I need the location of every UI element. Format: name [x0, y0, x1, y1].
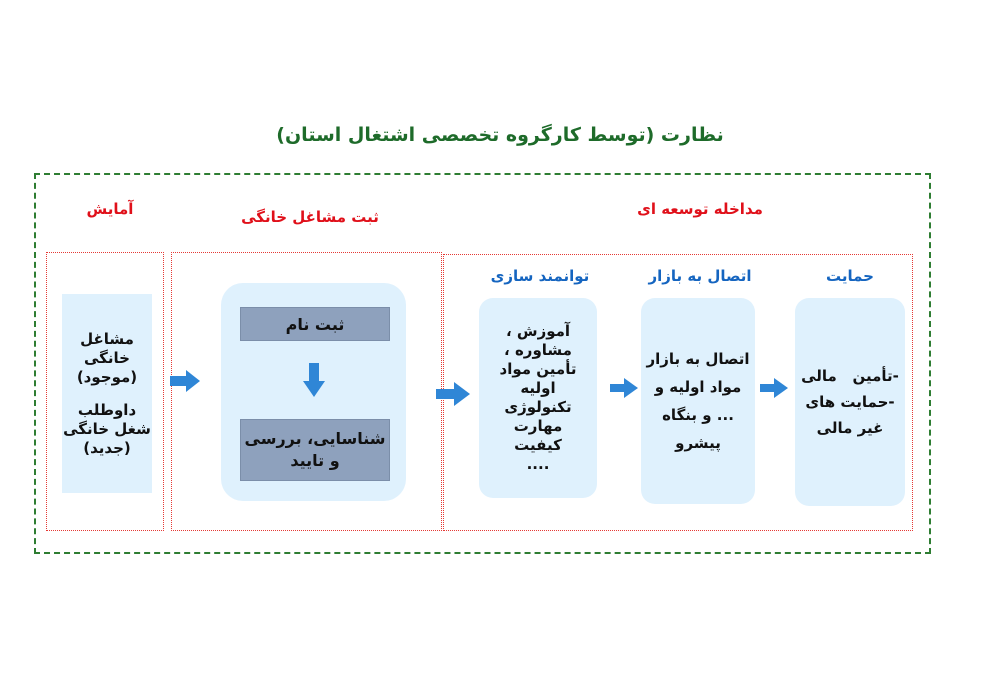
sabt-nam-label: ثبت نام — [285, 314, 345, 334]
tavanmand-line-8: .... — [526, 455, 550, 473]
arrow-right-icon — [760, 378, 790, 398]
etesal-line-4: پیشرو — [675, 434, 721, 452]
amayesh-spacer — [62, 387, 152, 401]
arrow-right-icon — [610, 378, 640, 398]
amayesh-line-7: (جدید) — [83, 438, 131, 457]
amayesh-line-2: خانگی — [84, 348, 130, 367]
hemayat-line-1: -تأمین مالی — [801, 367, 899, 385]
etesal-line-2: مواد اولیه و — [654, 378, 742, 396]
etesal-line-1: اتصال به بازار — [646, 350, 750, 368]
amayesh-line-1: مشاغل — [80, 329, 134, 348]
tavanmand-box — [479, 298, 597, 498]
sabt-nam-box — [240, 307, 390, 341]
arrow-right-icon — [170, 370, 202, 392]
amayesh-box — [62, 294, 152, 493]
hemayat-line-2: -حمایت های — [805, 393, 895, 411]
tavanmand-line-5: تکنولوژی — [504, 398, 572, 416]
tavanmand-line-4: اولیه — [520, 379, 556, 397]
subsection-title-hemayat: حمایت — [825, 267, 874, 285]
shenasaei-line-1: شناسایی، بررسی — [244, 429, 386, 448]
etesal-box — [641, 298, 755, 504]
section-title-modakhele: مداخله توسعه ای — [637, 200, 763, 218]
section-title-sabt: ثبت مشاغل خانگی — [241, 208, 379, 226]
hemayat-line-3: غیر مالی — [816, 419, 884, 437]
amayesh-line-6: شغل خانگی — [63, 419, 151, 438]
subsection-title-etesal: اتصال به بازار — [648, 267, 752, 285]
tavanmand-line-6: مهارت — [513, 417, 563, 435]
tavanmand-line-3: تأمین مواد — [499, 360, 577, 378]
shenasaei-line-2: و تایید — [290, 451, 340, 470]
arrow-down-icon — [303, 363, 325, 397]
amayesh-line-5: داوطلب — [77, 400, 137, 419]
hemayat-box — [795, 298, 905, 506]
tavanmand-line-2: مشاوره ، — [504, 341, 572, 359]
tavanmand-line-1: آموزش ، — [505, 322, 571, 340]
tavanmand-line-7: کیفیت — [514, 436, 562, 454]
amayesh-line-3: (موجود) — [76, 367, 138, 386]
arrow-right-icon — [436, 382, 472, 406]
section-title-amayesh: آمایش — [86, 200, 134, 218]
shenasaei-box — [240, 419, 390, 481]
etesal-line-3: ... و بنگاه — [662, 406, 734, 424]
diagram-title: نظارت (توسط کارگروه تخصصی اشتغال استان) — [276, 124, 724, 146]
subsection-title-tavanmand: توانمند سازی — [490, 267, 590, 285]
